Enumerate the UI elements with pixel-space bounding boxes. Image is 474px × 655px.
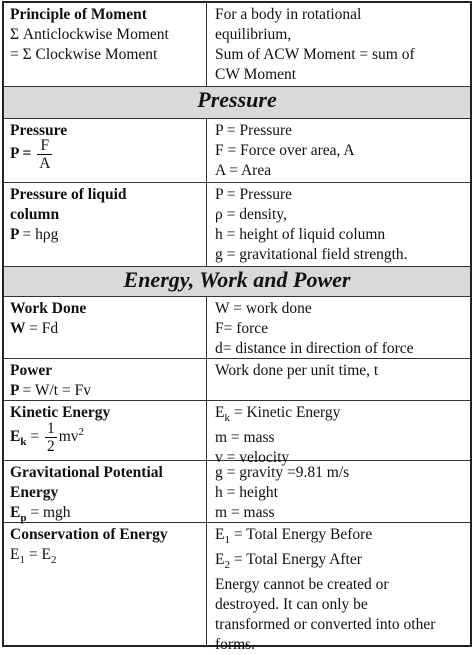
work-done-name: Work Done: [10, 300, 87, 317]
power-term: [4, 359, 207, 400]
kinetic-energy-desc-symbol-subscript: k: [224, 412, 230, 425]
conservation-desc-e1: E: [215, 526, 225, 543]
pressure-liquid-formula: [10, 225, 206, 245]
kinetic-energy-fraction-denominator: 2: [46, 438, 55, 455]
gpe-desc-line: g = gravity =9.81 m/s: [215, 464, 350, 481]
conservation-desc-line: Energy cannot be created or: [215, 576, 389, 594]
work-done-formula-rhs: = Fd: [29, 320, 59, 337]
kinetic-energy-desc-line: v = velocity: [215, 449, 290, 467]
section-header-pressure: [4, 87, 470, 119]
kinetic-energy-formula-lhs-subscript: k: [20, 436, 27, 449]
work-done-desc-line: W = work done: [215, 300, 312, 317]
work-done-description: [207, 297, 470, 358]
pressure-liquid-formula-lhs: P: [10, 226, 19, 243]
kinetic-energy-desc-line: [215, 403, 470, 428]
conservation-desc-e2-subscript: 2: [224, 559, 230, 572]
kinetic-energy-description: [207, 401, 470, 467]
principle-of-moment-name: Principle of Moment: [10, 6, 147, 23]
pressure-liquid-name-line1: Pressure of liquid: [10, 186, 127, 203]
gpe-formula-rhs: = mgh: [26, 504, 71, 521]
pressure-liquid-description: [207, 183, 470, 266]
conservation-desc-e1-subscript: 1: [224, 534, 230, 547]
conservation-desc-line: transformed or converted into other: [215, 616, 436, 634]
kinetic-energy-formula: [10, 420, 206, 455]
conservation-desc-e2: E: [215, 551, 225, 569]
row-pressure: [4, 119, 470, 183]
kinetic-energy-desc-text: = Kinetic Energy: [229, 404, 341, 421]
conservation-desc-line: destroyed. It can only be: [215, 596, 368, 614]
power-formula: [10, 381, 206, 401]
pressure-formula-lhs: P =: [10, 145, 32, 163]
section-title-pressure: Pressure: [197, 87, 277, 112]
gpe-desc-line: h = height: [215, 484, 278, 501]
principle-of-moment-line2: = Σ Clockwise Moment: [10, 46, 158, 63]
physics-formula-sheet: [2, 1, 472, 654]
row-pressure-liquid: [4, 183, 470, 267]
conservation-desc-line: forms.: [215, 636, 256, 654]
conservation-name: Conservation of Energy: [10, 526, 168, 543]
pressure-desc-line: F = Force over area, A: [215, 142, 355, 159]
principle-of-moment-line1: Σ Anticlockwise Moment: [10, 26, 169, 43]
pressure-liquid-desc-line: ρ = density,: [215, 206, 287, 223]
work-done-term: [4, 297, 207, 358]
pressure-liquid-term: [4, 183, 207, 266]
power-desc-line: Work done per unit time, t: [215, 362, 379, 379]
section-title-energy: Energy, Work and Power: [123, 267, 351, 292]
work-done-formula: [10, 319, 206, 339]
power-description: [207, 359, 470, 400]
principle-of-moment-desc-line: equilibrium,: [215, 26, 292, 43]
pressure-name: Pressure: [10, 122, 68, 139]
row-kinetic-energy: [4, 401, 470, 467]
principle-of-moment-desc-line: For a body in rotational: [215, 6, 362, 23]
principle-of-moment-desc-line: Sum of ACW Moment = sum of: [215, 46, 415, 63]
conservation-formula-equals-e2: = E: [24, 546, 51, 563]
row-power: [4, 359, 470, 401]
gpe-term: [4, 461, 207, 525]
pressure-desc-line: A = Area: [215, 162, 272, 179]
pressure-liquid-desc-line: P = Pressure: [215, 186, 293, 203]
kinetic-energy-formula-equals: =: [30, 428, 40, 446]
pressure-fraction-numerator: F: [37, 137, 52, 155]
pressure-liquid-desc-line: g = gravitational field strength.: [215, 246, 408, 263]
pressure-fraction: [37, 137, 52, 172]
pressure-liquid-name-line2: column: [10, 206, 60, 223]
conservation-desc-line: [215, 525, 470, 550]
kinetic-energy-formula-superscript: 2: [78, 425, 85, 438]
conservation-term: [4, 523, 207, 645]
power-formula-lhs: P: [10, 382, 19, 399]
gpe-formula-lhs: E: [10, 504, 21, 521]
pressure-formula: [10, 137, 206, 172]
work-done-formula-lhs: W: [10, 320, 26, 337]
conservation-formula-e2-subscript: 2: [50, 554, 57, 567]
kinetic-energy-term: [4, 401, 207, 460]
row-principle-of-moment: [4, 3, 470, 87]
section-header-energy: [4, 267, 470, 297]
kinetic-energy-desc-symbol: E: [215, 404, 225, 421]
power-name: Power: [10, 362, 53, 379]
kinetic-energy-name: Kinetic Energy: [10, 404, 111, 421]
gpe-desc-line: m = mass: [215, 504, 275, 521]
row-work-done: [4, 297, 470, 359]
conservation-formula-e1: E: [10, 546, 20, 563]
work-done-desc-line: d= distance in direction of force: [215, 340, 414, 357]
kinetic-energy-desc-line: m = mass: [215, 429, 275, 447]
row-conservation-of-energy: [4, 523, 470, 654]
conservation-desc-e1-text: = Total Energy Before: [229, 526, 373, 543]
pressure-description: [207, 119, 470, 182]
work-done-desc-line: F= force: [215, 320, 269, 337]
kinetic-energy-fraction-numerator: 1: [46, 420, 55, 437]
conservation-description: [207, 523, 470, 654]
conservation-desc-line: [215, 550, 470, 575]
conservation-formula-e1-subscript: 1: [19, 554, 25, 567]
row-gravitational-potential-energy: [4, 461, 470, 523]
kinetic-energy-formula-lhs: E: [10, 428, 21, 446]
gpe-formula-lhs-subscript: p: [20, 512, 27, 525]
power-formula-rhs: = W/t = Fv: [22, 382, 91, 399]
principle-of-moment-term: [4, 3, 207, 86]
pressure-liquid-desc-line: h = height of liquid column: [215, 226, 386, 243]
principle-of-moment-description: [207, 3, 470, 86]
principle-of-moment-desc-line: CW Moment: [215, 66, 297, 83]
gpe-name-line2: Energy: [10, 484, 59, 501]
conservation-formula: [10, 545, 206, 570]
kinetic-energy-fraction: [45, 420, 57, 455]
kinetic-energy-formula-rhs: mv: [58, 428, 79, 446]
conservation-desc-e2-text: = Total Energy After: [229, 551, 362, 569]
pressure-desc-line: P = Pressure: [215, 122, 293, 139]
gpe-name-line1: Gravitational Potential: [10, 464, 163, 481]
pressure-term: [4, 119, 207, 182]
pressure-liquid-formula-rhs: = hρg: [22, 226, 59, 243]
gpe-description: [207, 461, 470, 522]
pressure-fraction-denominator: A: [39, 155, 51, 172]
